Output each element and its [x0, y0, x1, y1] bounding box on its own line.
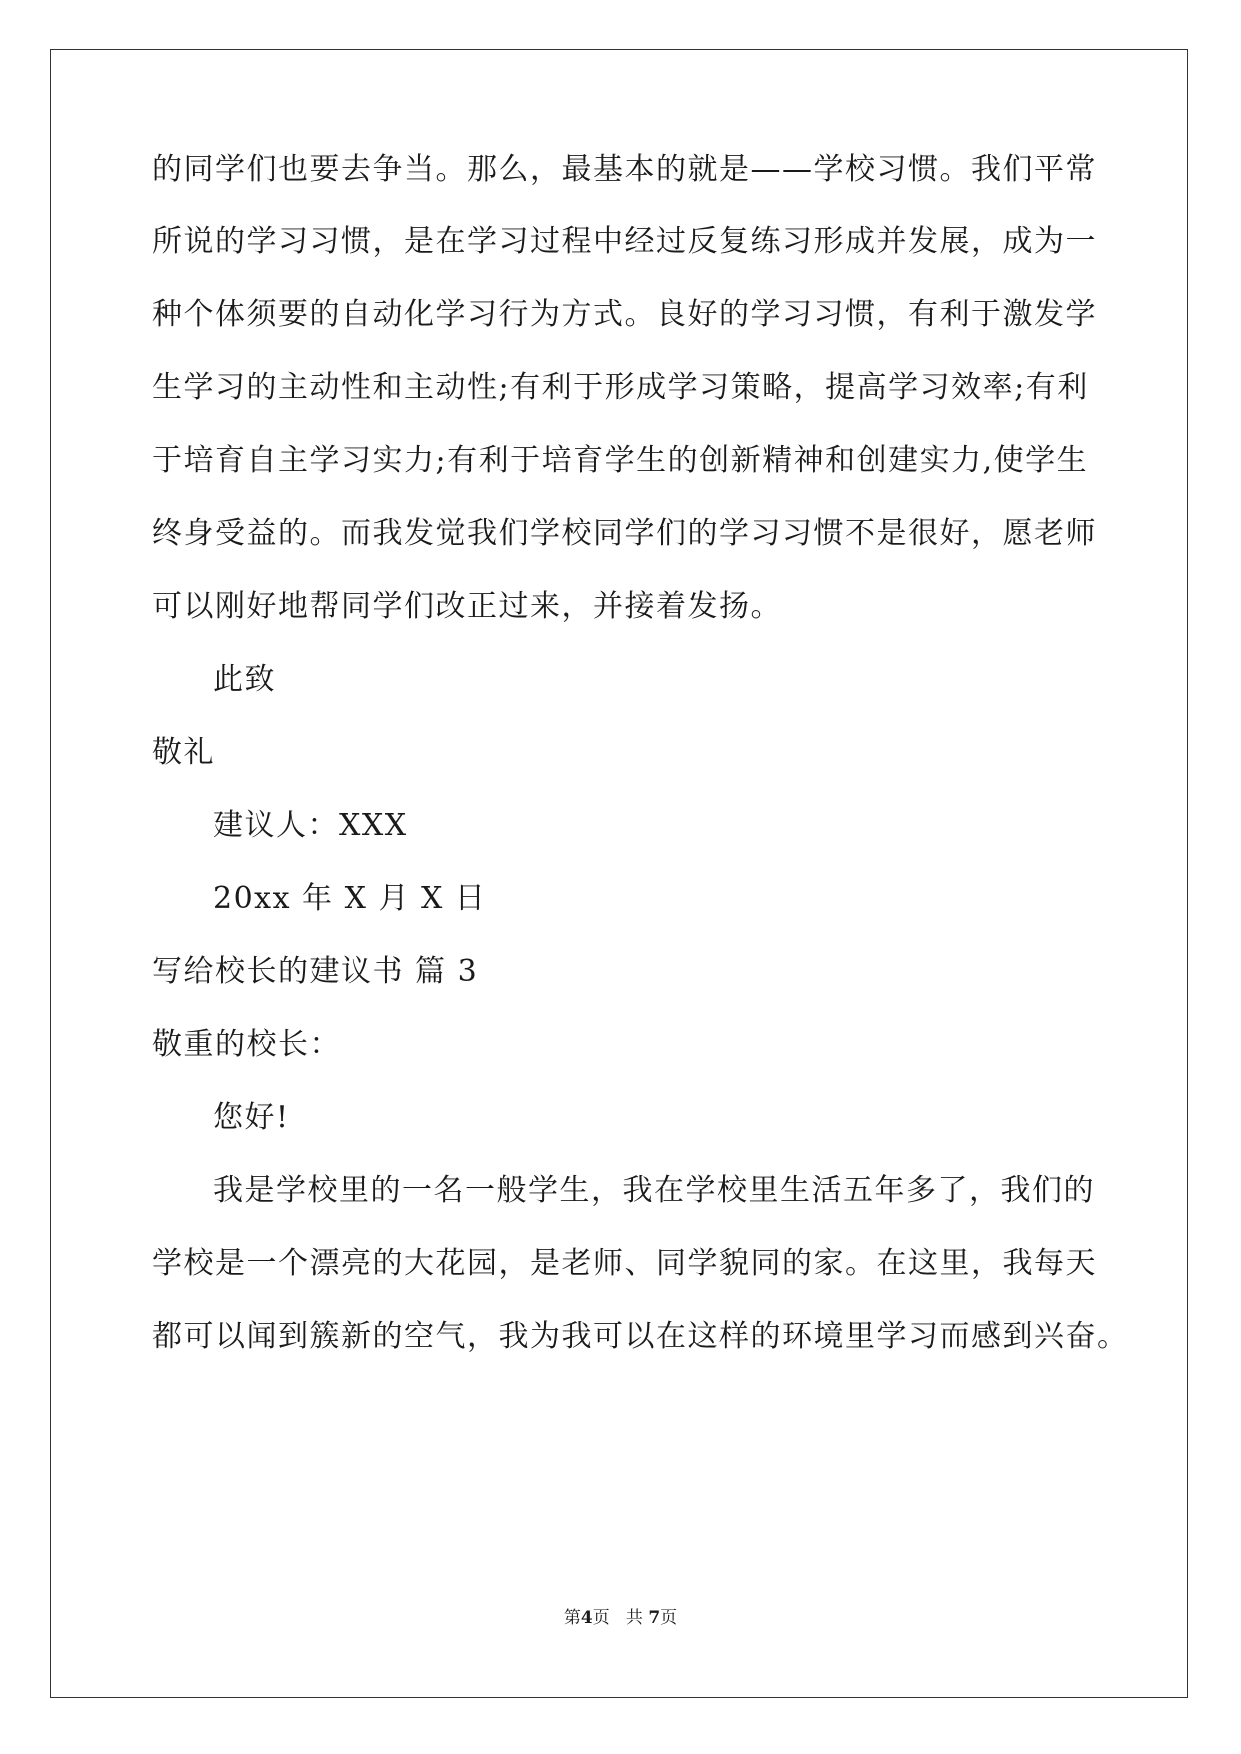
text-line: 学校是一个漂亮的大花园，是老师、同学貌同的家。在这里，我每天 [152, 1246, 1097, 1281]
closing-text: 此致 [213, 662, 276, 697]
total-pages-number: 7 [648, 1608, 661, 1628]
current-page-number: 4 [580, 1608, 593, 1628]
text-line: 终身受益的。而我发觉我们学校同学们的学习习惯不是很好，愿老师 [152, 516, 1097, 551]
section-title: 写给校长的建议书 篇 3 [152, 954, 479, 989]
greeting-recipient: 敬重的校长： [152, 1027, 341, 1062]
text-line: 可以刚好地帮同学们改正过来，并接着发扬。 [152, 589, 782, 624]
text-line: 生学习的主动性和主动性;有利于形成学习策略，提高学习效率;有利 [152, 370, 1089, 405]
footer-total-prefix: 共 [625, 1608, 643, 1628]
text-line: 我是学校里的一名一般学生，我在学校里生活五年多了，我们的 [213, 1173, 1095, 1208]
text-line: 所说的学习习惯，是在学习过程中经过反复练习形成并发展，成为一 [152, 224, 1097, 259]
footer-total-suffix: 页 [660, 1608, 678, 1628]
text-line: 都可以闻到簇新的空气，我为我可以在这样的环境里学习而感到兴奋。 [152, 1319, 1129, 1354]
salute-text: 敬礼 [152, 735, 215, 770]
page-footer [0, 1607, 1241, 1629]
footer-page-suffix: 页 [592, 1608, 610, 1628]
signer-text: 建议人：XXX [213, 808, 408, 843]
text-line: 种个体须要的自动化学习行为方式。良好的学习习惯，有利于激发学 [152, 297, 1097, 332]
date-text: 20xx 年 X 月 X 日 [213, 881, 487, 916]
text-line: 于培育自主学习实力;有利于培育学生的创新精神和创建实力,使学生 [152, 443, 1089, 478]
greeting-text: 您好! [213, 1100, 290, 1135]
footer-prefix: 第 [563, 1608, 581, 1628]
text-line: 的同学们也要去争当。那么，最基本的就是——学校习惯。我们平常 [152, 152, 1097, 187]
